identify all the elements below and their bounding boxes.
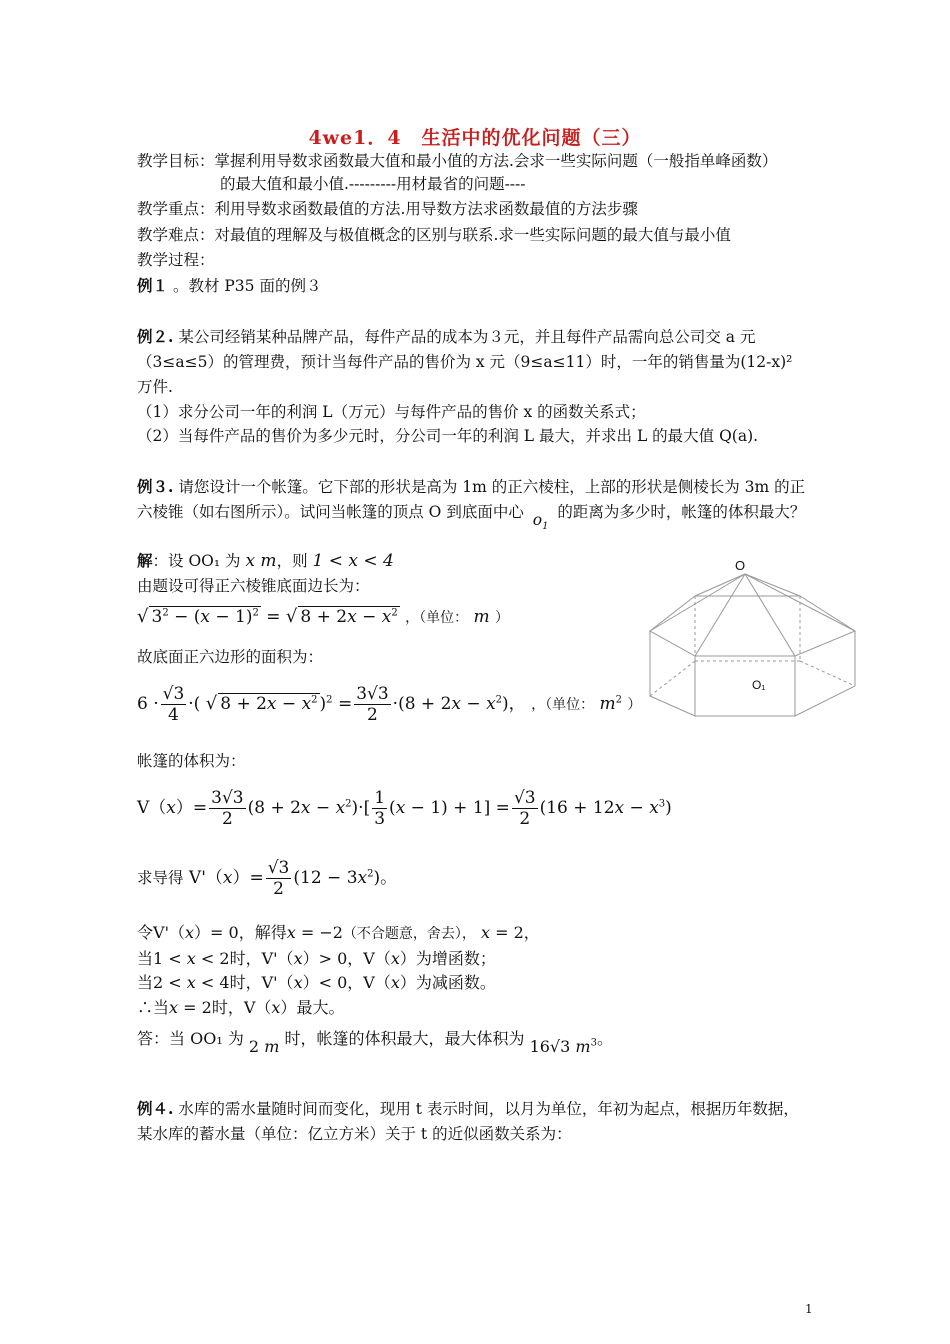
page-title: 4we1．4 生活中的优化问题（三） (308, 127, 642, 149)
solution-line-1 (137, 550, 394, 572)
therefore-label: ∴当 (137, 998, 170, 1017)
example-3-text-1: 请您设计一个帐篷。它下部的形状是高为 1m 的正六棱柱，上部的形状是侧棱长为 3m 的正 (178, 478, 806, 496)
area-intro: 故底面正六边形的面积为： (137, 648, 324, 666)
tent-figure (640, 556, 870, 721)
key-points: 教学重点：利用导数求函数最值的方法.用导数方法求函数最值的方法步骤 (137, 200, 638, 218)
volume-formula: V（x）= $\frac{3√3}{2}$ $(8 + 2x - x^2)\cdot$[ $\frac{1}{3}$ (x − 1) + 1] = $\frac{√3}{2}$ $(16 + 12x - x^3)$ (137, 788, 672, 829)
solution-variable: x m (245, 551, 277, 571)
volume-intro: 帐篷的体积为： (137, 752, 246, 770)
case1-pre: 当 (137, 949, 154, 968)
example-1-text: 。教材 P35 面的例３ (172, 277, 322, 295)
difficulties: 教学难点：对最值的理解及与极值概念的区别与联系.求一些实际问题的最大值与最小值 (137, 226, 731, 244)
example-4-text-1: 水库的需水量随时间而变化，现用 t 表示时间，以月为单位，年初为起点，根据历年数据， (178, 1100, 799, 1118)
let-label: 令 (137, 923, 154, 942)
area-unit-close: ） (627, 697, 642, 713)
answer-line: 答：当 OO₁ 为 2 m 时，帐篷的体积最大，最大体积为 16√3 $m^3$。 (137, 1029, 613, 1056)
example-1-label: 例１ (137, 276, 169, 295)
case2-pre: 当 (137, 973, 154, 992)
objectives-line-1: 教学目标：掌握利用导数求函数最大值和最小值的方法.会求一些实际问题（一般指单峰函数） (137, 152, 778, 170)
center-label: O₁ (752, 678, 766, 692)
solution-label: 解 (137, 551, 153, 570)
increasing-case: 当1 < x < 2时，V'（x）> 0，V（x）为增函数； (137, 949, 496, 968)
case1-mid: 时， (229, 949, 262, 968)
example-3-line-1 (137, 476, 805, 498)
case1-end: 为增函数； (415, 949, 496, 968)
maximum-line: ∴当x = 2时，V（x）最大。 (137, 998, 345, 1017)
example-2-line-2: （3≤a≤5）的管理费，预计当每件产品的售价为 x 元（9≤a≤11）时，一年的销售量为(12-x)² (137, 353, 793, 371)
solution-set: ：设 OO₁ 为 (152, 552, 241, 570)
example-2-question-1: （1）求分公司一年的利润 L（万元）与每件产品的售价 x 的函数关系式； (137, 403, 646, 421)
example-4-label: 例４. (137, 1099, 174, 1118)
example-3-line-2 (137, 501, 806, 533)
decreasing-case: 当2 < x < 4时，V'（x）< 0，V（x）为减函数。 (137, 973, 496, 992)
solve-label: ，解得 (238, 923, 287, 942)
example-2-line-1 (137, 326, 755, 348)
area-unit-label: ，（单位： (531, 697, 595, 713)
answer-pre: 答：当 OO₁ 为 (137, 1029, 244, 1048)
process-heading: 教学过程： (137, 251, 215, 269)
example-3-text-2b: 的距离为多少时，帐篷的体积最大？ (557, 503, 806, 521)
o1-symbol (532, 511, 549, 533)
example-3-text-2: 六棱锥（如右图所示）。试问当帐篷的顶点 O 到底面中心 (137, 503, 524, 521)
answer-mid: 时，帐篷的体积最大，最大体积为 (284, 1029, 525, 1048)
side-unit-close: ） (495, 610, 510, 626)
apex-label: O (735, 558, 746, 573)
example-1 (137, 275, 321, 297)
side-length-intro: 由题设可得正六棱锥底面边长为： (137, 577, 370, 595)
example-2-label: 例２. (137, 327, 174, 346)
objectives-line-2: 的最大值和最小值.---------用材最省的问题---- (220, 175, 526, 193)
example-4-line-1 (137, 1098, 799, 1120)
side-length-formula: √ $3^2 - (x - 1)^2$ = √ $8 + 2x - x^2$ ，（单位： m ） (137, 606, 510, 627)
derivative-end: 。 (380, 868, 398, 888)
side-unit-label: ，（单位： (405, 610, 469, 626)
area-formula: 6 · $\frac{√3}{4}$ ·( √ $8 + 2x - x^2$ )$^2$ = $\frac{3√3}{2}$ $\cdot(8 + 2x - x^2)$， ，（单位： $m^2$ ） (137, 684, 642, 725)
solution-then: ，则 (276, 552, 308, 570)
example-4-line-2: 某水库的蓄水量（单位：亿立方米）关于 t 的近似函数关系为： (137, 1125, 572, 1143)
example-2-question-2: （2）当每件产品的售价为多少元时，分公司一年的利润 L 最大，并求出 L 的最大值 Q(a). (137, 427, 759, 445)
derivative-intro: 求导得 (137, 869, 184, 887)
example-2-line-3: 万件. (137, 378, 173, 396)
reject-note: （不合题意，舍去）， (342, 926, 476, 942)
o1-subscript: 1 (542, 521, 549, 533)
example-2-text-1: 某公司经销某种品牌产品，每件产品的成本为３元，并且每件产品需向总公司交 a 元 (178, 328, 756, 346)
example-3-label: 例３. (137, 477, 174, 496)
critical-points-line: 令V'（x）= 0，解得x = −2（不合题意，舍去）， x = 2， (137, 923, 540, 942)
side-unit-m: m (473, 607, 490, 627)
derivative-formula: 求导得 V'（x）= $\frac{√3}{2}$ $(12 - 3x^2)$。 (137, 858, 398, 899)
case2-mid: 时， (229, 973, 262, 992)
page-number: 1 (805, 1302, 813, 1316)
solution-range: 1 < x < 4 (312, 551, 394, 571)
o1-letter: o (532, 511, 543, 529)
answer-end: 。 (596, 1029, 613, 1048)
max-mid: 时， (211, 998, 244, 1017)
max-end: 最大。 (296, 998, 345, 1017)
case2-end: 为减函数。 (415, 973, 496, 992)
